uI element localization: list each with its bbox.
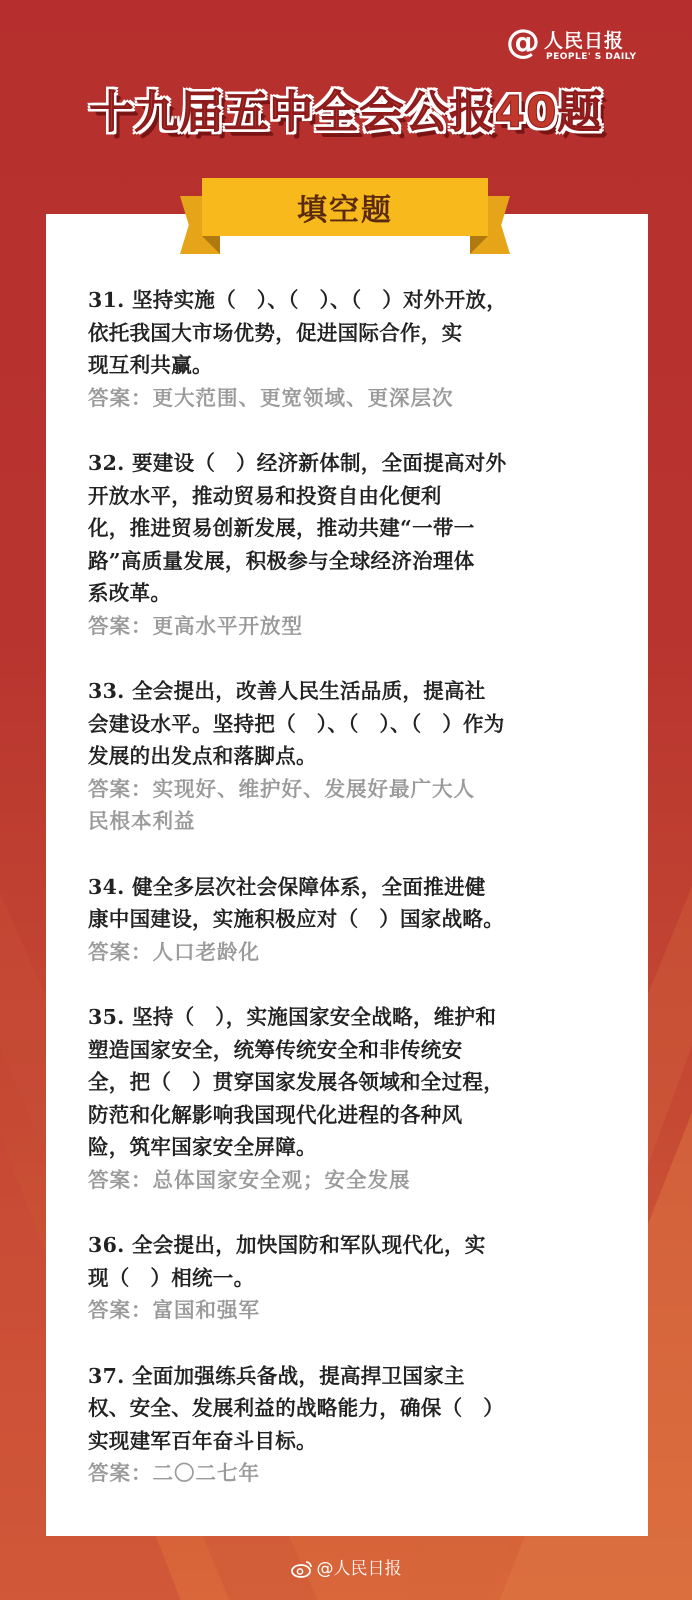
question-line: 路”高质量发展，积极参与全球经济治理体 bbox=[88, 548, 475, 573]
question-line: 37. 全面加强练兵备战，提高捍卫国家主 bbox=[88, 1363, 465, 1388]
question-line: 现（ ）相统一。 bbox=[88, 1265, 255, 1290]
question-line: 实现建军百年奋斗目标。 bbox=[88, 1428, 317, 1453]
weibo-icon bbox=[291, 1560, 313, 1578]
people-daily-logo bbox=[506, 22, 656, 66]
question-line: 防范和化解影响我国现代化进程的各种风 bbox=[88, 1102, 463, 1127]
question-line: 权、安全、发展利益的战略能力，确保（ ） bbox=[88, 1396, 504, 1420]
question-block bbox=[88, 675, 608, 838]
question-block bbox=[88, 447, 608, 642]
question-line: 开放水平，推动贸易和投资自由化便利 bbox=[88, 483, 442, 508]
question-line: 会建设水平。坚持把（ ）、（ ）、（ ）作为 bbox=[88, 711, 505, 736]
footer-watermark-text: @人民日报 bbox=[316, 1559, 402, 1579]
question-block bbox=[88, 1001, 608, 1196]
question-line: 35. 坚持（ ），实施国家安全战略，维护和 bbox=[88, 1005, 497, 1029]
question-line: 依托我国大市场优势，促进国际合作，实 bbox=[88, 320, 463, 345]
question-line: 康中国建设，实施积极应对（ ）国家战略。 bbox=[88, 907, 504, 931]
question-line: 系改革。 bbox=[88, 581, 172, 605]
page-title: 十九届五中全会公报40题 bbox=[89, 87, 603, 138]
question-line: 塑造国家安全，统筹传统安全和非传统安 bbox=[88, 1037, 463, 1062]
answer-line: 答案：更高水平开放型 bbox=[88, 613, 303, 638]
answer-line: 答案：富国和强军 bbox=[88, 1298, 260, 1322]
question-line: 32. 要建设（ ）经济新体制，全面提高对外 bbox=[88, 451, 507, 475]
logo-chinese-name: 人民日报 bbox=[544, 30, 625, 52]
question-line: 33. 全会提出，改善人民生活品质，提高社 bbox=[88, 679, 486, 703]
at-icon: @ bbox=[506, 22, 540, 62]
section-title: 填空题 bbox=[202, 178, 488, 236]
answer-line: 答案：总体国家安全观；安全发展 bbox=[88, 1167, 411, 1192]
answer-line: 答案：二〇二七年 bbox=[88, 1461, 260, 1485]
question-block bbox=[88, 284, 608, 414]
question-line: 36. 全会提出，加快国防和军队现代化，实 bbox=[88, 1233, 486, 1257]
question-line: 发展的出发点和落脚点。 bbox=[88, 744, 317, 768]
question-list bbox=[88, 284, 608, 1523]
question-line: 31. 坚持实施（ ）、（ ）、（ ）对外开放， bbox=[88, 288, 508, 312]
question-block bbox=[88, 1229, 608, 1327]
question-line: 险，筑牢国家安全屏障。 bbox=[88, 1135, 317, 1159]
answer-line: 答案：更大范围、更宽领域、更深层次 bbox=[88, 385, 454, 410]
answer-line: 民根本利益 bbox=[88, 809, 196, 833]
logo-english-name: PEOPLE' S DAILY bbox=[546, 52, 637, 62]
question-line: 全，把（ ）贯穿国家发展各领域和全过程， bbox=[88, 1070, 504, 1094]
question-line: 34. 健全多层次社会保障体系，全面推进健 bbox=[88, 874, 486, 899]
question-line: 化，推进贸易创新发展，推动共建“一带一 bbox=[88, 516, 475, 540]
answer-line: 答案：人口老龄化 bbox=[88, 939, 260, 964]
footer-watermark bbox=[0, 1554, 692, 1579]
answer-line: 答案：实现好、维护好、发展好最广大人 bbox=[88, 776, 475, 801]
section-ribbon bbox=[180, 174, 510, 264]
question-block bbox=[88, 1360, 608, 1490]
question-block bbox=[88, 871, 608, 969]
question-line: 现互利共赢。 bbox=[88, 353, 213, 377]
